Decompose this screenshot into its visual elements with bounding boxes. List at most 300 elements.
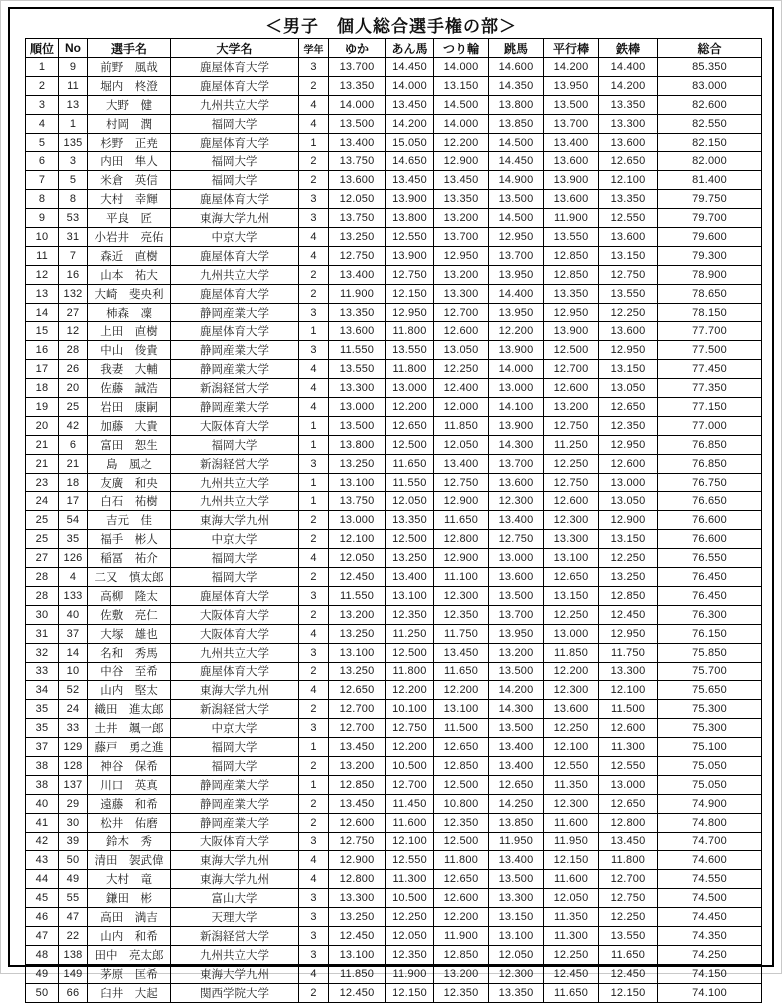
score-vault-cell: 13.600	[489, 473, 544, 492]
university-cell: 九州共立大学	[171, 945, 299, 964]
university-cell: 天理大学	[171, 908, 299, 927]
score-floor-cell: 12.450	[329, 926, 386, 945]
no-cell: 138	[59, 945, 88, 964]
rank-cell: 48	[26, 945, 59, 964]
score-pommel-horse-cell: 11.800	[386, 322, 434, 341]
athlete-name-cell: 島 風之	[88, 454, 171, 473]
score-rings-cell: 12.050	[434, 435, 489, 454]
score-parallel-bars-cell: 13.550	[544, 228, 599, 247]
no-cell: 129	[59, 738, 88, 757]
athlete-name-cell: 内田 隼人	[88, 152, 171, 171]
score-parallel-bars-cell: 13.400	[544, 133, 599, 152]
score-rings-cell: 11.100	[434, 568, 489, 587]
score-horizontal-bar-cell: 13.050	[599, 379, 658, 398]
grade-cell: 1	[299, 416, 329, 435]
score-floor-cell: 13.600	[329, 171, 386, 190]
grade-cell: 2	[299, 511, 329, 530]
header-rank: 順位	[26, 39, 59, 58]
score-rings-cell: 12.250	[434, 360, 489, 379]
score-pommel-horse-cell: 12.200	[386, 738, 434, 757]
rank-cell: 3	[26, 95, 59, 114]
score-floor-cell: 13.100	[329, 473, 386, 492]
athlete-name-cell: 大崎 斐央利	[88, 284, 171, 303]
score-floor-cell: 13.300	[329, 379, 386, 398]
table-row	[26, 303, 762, 322]
score-parallel-bars-cell: 11.600	[544, 870, 599, 889]
no-cell: 39	[59, 832, 88, 851]
rank-cell: 23	[26, 473, 59, 492]
athlete-name-cell: 土井 颯一郎	[88, 719, 171, 738]
score-parallel-bars-cell: 12.950	[544, 303, 599, 322]
grade-cell: 1	[299, 775, 329, 794]
score-vault-cell: 14.500	[489, 209, 544, 228]
score-horizontal-bar-cell: 12.550	[599, 756, 658, 775]
score-floor-cell: 13.450	[329, 794, 386, 813]
athlete-name-cell: 佐敷 亮仁	[88, 605, 171, 624]
score-vault-cell: 13.800	[489, 95, 544, 114]
score-floor-cell: 13.250	[329, 908, 386, 927]
score-vault-cell: 13.150	[489, 908, 544, 927]
score-vault-cell: 12.750	[489, 530, 544, 549]
score-horizontal-bar-cell: 11.800	[599, 851, 658, 870]
university-cell: 鹿屋体育大学	[171, 322, 299, 341]
no-cell: 6	[59, 435, 88, 454]
score-total-cell: 77.450	[658, 360, 762, 379]
grade-cell: 3	[299, 832, 329, 851]
table-row	[26, 473, 762, 492]
table-row	[26, 265, 762, 284]
score-vault-cell: 13.300	[489, 889, 544, 908]
no-cell: 5	[59, 171, 88, 190]
score-vault-cell: 13.200	[489, 643, 544, 662]
score-pommel-horse-cell: 11.300	[386, 870, 434, 889]
score-vault-cell: 13.400	[489, 851, 544, 870]
no-cell: 42	[59, 416, 88, 435]
score-horizontal-bar-cell: 11.300	[599, 738, 658, 757]
score-total-cell: 77.350	[658, 379, 762, 398]
table-row	[26, 95, 762, 114]
table-header-row	[26, 39, 762, 58]
university-cell: 福岡大学	[171, 549, 299, 568]
score-pommel-horse-cell: 13.100	[386, 586, 434, 605]
score-pommel-horse-cell: 12.100	[386, 832, 434, 851]
score-floor-cell: 13.350	[329, 303, 386, 322]
score-total-cell: 75.300	[658, 700, 762, 719]
score-horizontal-bar-cell: 12.450	[599, 964, 658, 983]
university-cell: 富山大学	[171, 889, 299, 908]
score-parallel-bars-cell: 12.750	[544, 416, 599, 435]
score-vault-cell: 13.850	[489, 114, 544, 133]
rank-cell: 40	[26, 794, 59, 813]
university-cell: 大阪体育大学	[171, 832, 299, 851]
header-grade: 学年	[299, 39, 329, 58]
score-parallel-bars-cell: 13.600	[544, 152, 599, 171]
score-pommel-horse-cell: 12.650	[386, 416, 434, 435]
score-pommel-horse-cell: 12.050	[386, 492, 434, 511]
score-total-cell: 74.800	[658, 813, 762, 832]
grade-cell: 2	[299, 76, 329, 95]
score-rings-cell: 12.200	[434, 681, 489, 700]
rank-cell: 16	[26, 341, 59, 360]
score-horizontal-bar-cell: 12.850	[599, 586, 658, 605]
no-cell: 13	[59, 95, 88, 114]
score-horizontal-bar-cell: 12.600	[599, 454, 658, 473]
table-row	[26, 416, 762, 435]
score-rings-cell: 13.150	[434, 76, 489, 95]
score-horizontal-bar-cell: 12.950	[599, 435, 658, 454]
university-cell: 九州共立大学	[171, 492, 299, 511]
university-cell: 大阪体育大学	[171, 605, 299, 624]
score-pommel-horse-cell: 13.900	[386, 246, 434, 265]
rank-cell: 11	[26, 246, 59, 265]
score-rings-cell: 11.500	[434, 719, 489, 738]
header-rings: つり輪	[434, 39, 489, 58]
score-parallel-bars-cell: 12.450	[544, 964, 599, 983]
score-floor-cell: 12.050	[329, 190, 386, 209]
score-floor-cell: 11.550	[329, 341, 386, 360]
table-row	[26, 605, 762, 624]
table-row	[26, 719, 762, 738]
grade-cell: 3	[299, 209, 329, 228]
table-row	[26, 530, 762, 549]
score-rings-cell: 12.500	[434, 832, 489, 851]
score-vault-cell: 13.950	[489, 265, 544, 284]
grade-cell: 1	[299, 492, 329, 511]
no-cell: 54	[59, 511, 88, 530]
score-rings-cell: 12.800	[434, 530, 489, 549]
score-vault-cell: 13.000	[489, 379, 544, 398]
score-rings-cell: 13.400	[434, 454, 489, 473]
no-cell: 149	[59, 964, 88, 983]
score-total-cell: 75.050	[658, 756, 762, 775]
score-horizontal-bar-cell: 12.550	[599, 209, 658, 228]
score-parallel-bars-cell: 11.300	[544, 926, 599, 945]
no-cell: 35	[59, 530, 88, 549]
score-total-cell: 79.700	[658, 209, 762, 228]
header-floor: ゆか	[329, 39, 386, 58]
table-row	[26, 549, 762, 568]
score-vault-cell: 13.700	[489, 605, 544, 624]
no-cell: 10	[59, 662, 88, 681]
score-pommel-horse-cell: 10.100	[386, 700, 434, 719]
athlete-name-cell: 村岡 潤	[88, 114, 171, 133]
university-cell: 鹿屋体育大学	[171, 190, 299, 209]
table-row	[26, 341, 762, 360]
header-total: 総合	[658, 39, 762, 58]
score-pommel-horse-cell: 12.150	[386, 284, 434, 303]
athlete-name-cell: 高田 満吉	[88, 908, 171, 927]
table-row	[26, 190, 762, 209]
grade-cell: 2	[299, 794, 329, 813]
score-vault-cell: 14.200	[489, 681, 544, 700]
score-parallel-bars-cell: 12.250	[544, 719, 599, 738]
rank-cell: 21	[26, 435, 59, 454]
score-parallel-bars-cell: 12.650	[544, 568, 599, 587]
table-row	[26, 794, 762, 813]
score-vault-cell: 12.650	[489, 775, 544, 794]
table-row	[26, 171, 762, 190]
score-pommel-horse-cell: 12.350	[386, 605, 434, 624]
score-pommel-horse-cell: 13.350	[386, 511, 434, 530]
score-parallel-bars-cell: 13.950	[544, 76, 599, 95]
score-parallel-bars-cell: 11.650	[544, 983, 599, 1002]
score-horizontal-bar-cell: 13.450	[599, 832, 658, 851]
score-rings-cell: 10.800	[434, 794, 489, 813]
score-parallel-bars-cell: 12.300	[544, 681, 599, 700]
score-horizontal-bar-cell: 13.350	[599, 95, 658, 114]
grade-cell: 3	[299, 926, 329, 945]
score-horizontal-bar-cell: 12.100	[599, 171, 658, 190]
score-vault-cell: 14.300	[489, 700, 544, 719]
rank-cell: 1	[26, 58, 59, 77]
score-total-cell: 78.650	[658, 284, 762, 303]
university-cell: 静岡産業大学	[171, 794, 299, 813]
table-row	[26, 228, 762, 247]
score-total-cell: 82.150	[658, 133, 762, 152]
grade-cell: 4	[299, 964, 329, 983]
score-total-cell: 78.900	[658, 265, 762, 284]
table-row	[26, 511, 762, 530]
athlete-name-cell: 川口 英真	[88, 775, 171, 794]
score-horizontal-bar-cell: 12.600	[599, 719, 658, 738]
score-floor-cell: 13.000	[329, 511, 386, 530]
score-parallel-bars-cell: 13.600	[544, 190, 599, 209]
university-cell: 九州共立大学	[171, 265, 299, 284]
athlete-name-cell: 福手 彬人	[88, 530, 171, 549]
grade-cell: 2	[299, 700, 329, 719]
score-horizontal-bar-cell: 12.750	[599, 889, 658, 908]
rank-cell: 14	[26, 303, 59, 322]
table-row	[26, 908, 762, 927]
no-cell: 24	[59, 700, 88, 719]
score-total-cell: 74.550	[658, 870, 762, 889]
score-total-cell: 82.000	[658, 152, 762, 171]
score-rings-cell: 12.950	[434, 246, 489, 265]
rank-cell: 30	[26, 605, 59, 624]
university-cell: 九州共立大学	[171, 95, 299, 114]
table-row	[26, 624, 762, 643]
score-parallel-bars-cell: 13.200	[544, 398, 599, 417]
athlete-name-cell: 岩田 康嗣	[88, 398, 171, 417]
score-rings-cell: 13.050	[434, 341, 489, 360]
score-horizontal-bar-cell: 12.250	[599, 908, 658, 927]
score-pommel-horse-cell: 12.500	[386, 435, 434, 454]
university-cell: 鹿屋体育大学	[171, 76, 299, 95]
rank-cell: 6	[26, 152, 59, 171]
athlete-name-cell: 山内 堅太	[88, 681, 171, 700]
score-total-cell: 76.650	[658, 492, 762, 511]
table-row	[26, 246, 762, 265]
grade-cell: 2	[299, 568, 329, 587]
rank-cell: 27	[26, 549, 59, 568]
score-floor-cell: 14.000	[329, 95, 386, 114]
rank-cell: 28	[26, 586, 59, 605]
grade-cell: 3	[299, 908, 329, 927]
score-parallel-bars-cell: 12.250	[544, 454, 599, 473]
university-cell: 東海大学九州	[171, 511, 299, 530]
score-floor-cell: 13.400	[329, 133, 386, 152]
university-cell: 静岡産業大学	[171, 360, 299, 379]
score-floor-cell: 13.350	[329, 76, 386, 95]
score-pommel-horse-cell: 14.200	[386, 114, 434, 133]
rank-cell: 15	[26, 322, 59, 341]
athlete-name-cell: 高柳 隆太	[88, 586, 171, 605]
score-floor-cell: 12.750	[329, 246, 386, 265]
no-cell: 11	[59, 76, 88, 95]
score-horizontal-bar-cell: 12.750	[599, 265, 658, 284]
university-cell: 東海大学九州	[171, 870, 299, 889]
score-rings-cell: 11.650	[434, 511, 489, 530]
score-total-cell: 75.700	[658, 662, 762, 681]
score-rings-cell: 12.900	[434, 152, 489, 171]
athlete-name-cell: 杉野 正尭	[88, 133, 171, 152]
score-rings-cell: 12.350	[434, 605, 489, 624]
grade-cell: 4	[299, 360, 329, 379]
score-floor-cell: 13.400	[329, 265, 386, 284]
rank-cell: 20	[26, 416, 59, 435]
university-cell: 中京大学	[171, 530, 299, 549]
athlete-name-cell: 中山 俊貴	[88, 341, 171, 360]
score-total-cell: 76.300	[658, 605, 762, 624]
rank-cell: 25	[26, 511, 59, 530]
score-horizontal-bar-cell: 13.250	[599, 568, 658, 587]
rank-cell: 18	[26, 379, 59, 398]
university-cell: 東海大学九州	[171, 964, 299, 983]
no-cell: 1	[59, 114, 88, 133]
table-row	[26, 379, 762, 398]
score-rings-cell: 12.300	[434, 586, 489, 605]
grade-cell: 3	[299, 889, 329, 908]
athlete-name-cell: 加藤 大貴	[88, 416, 171, 435]
rank-cell: 9	[26, 209, 59, 228]
score-pommel-horse-cell: 12.500	[386, 643, 434, 662]
score-total-cell: 77.500	[658, 341, 762, 360]
no-cell: 3	[59, 152, 88, 171]
rank-cell: 38	[26, 775, 59, 794]
score-horizontal-bar-cell: 12.650	[599, 152, 658, 171]
no-cell: 126	[59, 549, 88, 568]
score-floor-cell: 12.450	[329, 983, 386, 1002]
rank-cell: 10	[26, 228, 59, 247]
score-parallel-bars-cell: 11.350	[544, 908, 599, 927]
grade-cell: 1	[299, 435, 329, 454]
score-floor-cell: 13.750	[329, 209, 386, 228]
score-horizontal-bar-cell: 12.650	[599, 398, 658, 417]
score-floor-cell: 13.250	[329, 624, 386, 643]
athlete-name-cell: 山内 和希	[88, 926, 171, 945]
grade-cell: 1	[299, 322, 329, 341]
score-floor-cell: 13.250	[329, 662, 386, 681]
athlete-name-cell: 大野 健	[88, 95, 171, 114]
score-rings-cell: 12.700	[434, 303, 489, 322]
university-cell: 福岡大学	[171, 171, 299, 190]
header-no: No	[59, 39, 88, 58]
no-cell: 7	[59, 246, 88, 265]
score-rings-cell: 12.650	[434, 870, 489, 889]
table-row	[26, 435, 762, 454]
score-total-cell: 75.850	[658, 643, 762, 662]
rank-cell: 49	[26, 964, 59, 983]
grade-cell: 2	[299, 662, 329, 681]
rank-cell: 41	[26, 813, 59, 832]
score-total-cell: 75.100	[658, 738, 762, 757]
score-total-cell: 83.000	[658, 76, 762, 95]
score-vault-cell: 14.450	[489, 152, 544, 171]
table-row	[26, 209, 762, 228]
grade-cell: 3	[299, 945, 329, 964]
table-row	[26, 832, 762, 851]
rank-cell: 33	[26, 662, 59, 681]
grade-cell: 4	[299, 681, 329, 700]
no-cell: 14	[59, 643, 88, 662]
grade-cell: 3	[299, 719, 329, 738]
score-rings-cell: 13.450	[434, 171, 489, 190]
table-row	[26, 568, 762, 587]
no-cell: 25	[59, 398, 88, 417]
university-cell: 鹿屋体育大学	[171, 58, 299, 77]
score-floor-cell: 13.300	[329, 889, 386, 908]
table-row	[26, 58, 762, 77]
university-cell: 東海大学九州	[171, 681, 299, 700]
no-cell: 30	[59, 813, 88, 832]
score-vault-cell: 14.300	[489, 435, 544, 454]
score-floor-cell: 13.750	[329, 492, 386, 511]
score-horizontal-bar-cell: 12.650	[599, 794, 658, 813]
score-horizontal-bar-cell: 11.750	[599, 643, 658, 662]
score-vault-cell: 11.950	[489, 832, 544, 851]
score-pommel-horse-cell: 11.900	[386, 964, 434, 983]
grade-cell: 3	[299, 341, 329, 360]
score-total-cell: 79.600	[658, 228, 762, 247]
score-pommel-horse-cell: 13.800	[386, 209, 434, 228]
table-row	[26, 586, 762, 605]
score-parallel-bars-cell: 11.850	[544, 643, 599, 662]
university-cell: 関西学院大学	[171, 983, 299, 1002]
score-floor-cell: 12.600	[329, 813, 386, 832]
university-cell: 静岡産業大学	[171, 303, 299, 322]
score-floor-cell: 13.700	[329, 58, 386, 77]
grade-cell: 2	[299, 605, 329, 624]
grade-cell: 4	[299, 246, 329, 265]
score-floor-cell: 12.100	[329, 530, 386, 549]
rank-cell: 21	[26, 454, 59, 473]
score-floor-cell: 13.200	[329, 756, 386, 775]
rank-cell: 42	[26, 832, 59, 851]
score-vault-cell: 12.200	[489, 322, 544, 341]
table-row	[26, 851, 762, 870]
grade-cell: 4	[299, 870, 329, 889]
score-parallel-bars-cell: 12.050	[544, 889, 599, 908]
no-cell: 22	[59, 926, 88, 945]
rank-cell: 12	[26, 265, 59, 284]
university-cell: 静岡産業大学	[171, 398, 299, 417]
table-row	[26, 454, 762, 473]
score-vault-cell: 13.850	[489, 813, 544, 832]
score-horizontal-bar-cell: 13.550	[599, 926, 658, 945]
university-cell: 新潟経営大学	[171, 926, 299, 945]
athlete-name-cell: 臼井 大起	[88, 983, 171, 1002]
athlete-name-cell: 二又 慎太郎	[88, 568, 171, 587]
score-total-cell: 74.150	[658, 964, 762, 983]
athlete-name-cell: 田中 亮太郎	[88, 945, 171, 964]
score-vault-cell: 13.500	[489, 662, 544, 681]
grade-cell: 1	[299, 473, 329, 492]
score-floor-cell: 11.550	[329, 586, 386, 605]
no-cell: 18	[59, 473, 88, 492]
no-cell: 20	[59, 379, 88, 398]
rank-cell: 4	[26, 114, 59, 133]
score-floor-cell: 12.050	[329, 549, 386, 568]
